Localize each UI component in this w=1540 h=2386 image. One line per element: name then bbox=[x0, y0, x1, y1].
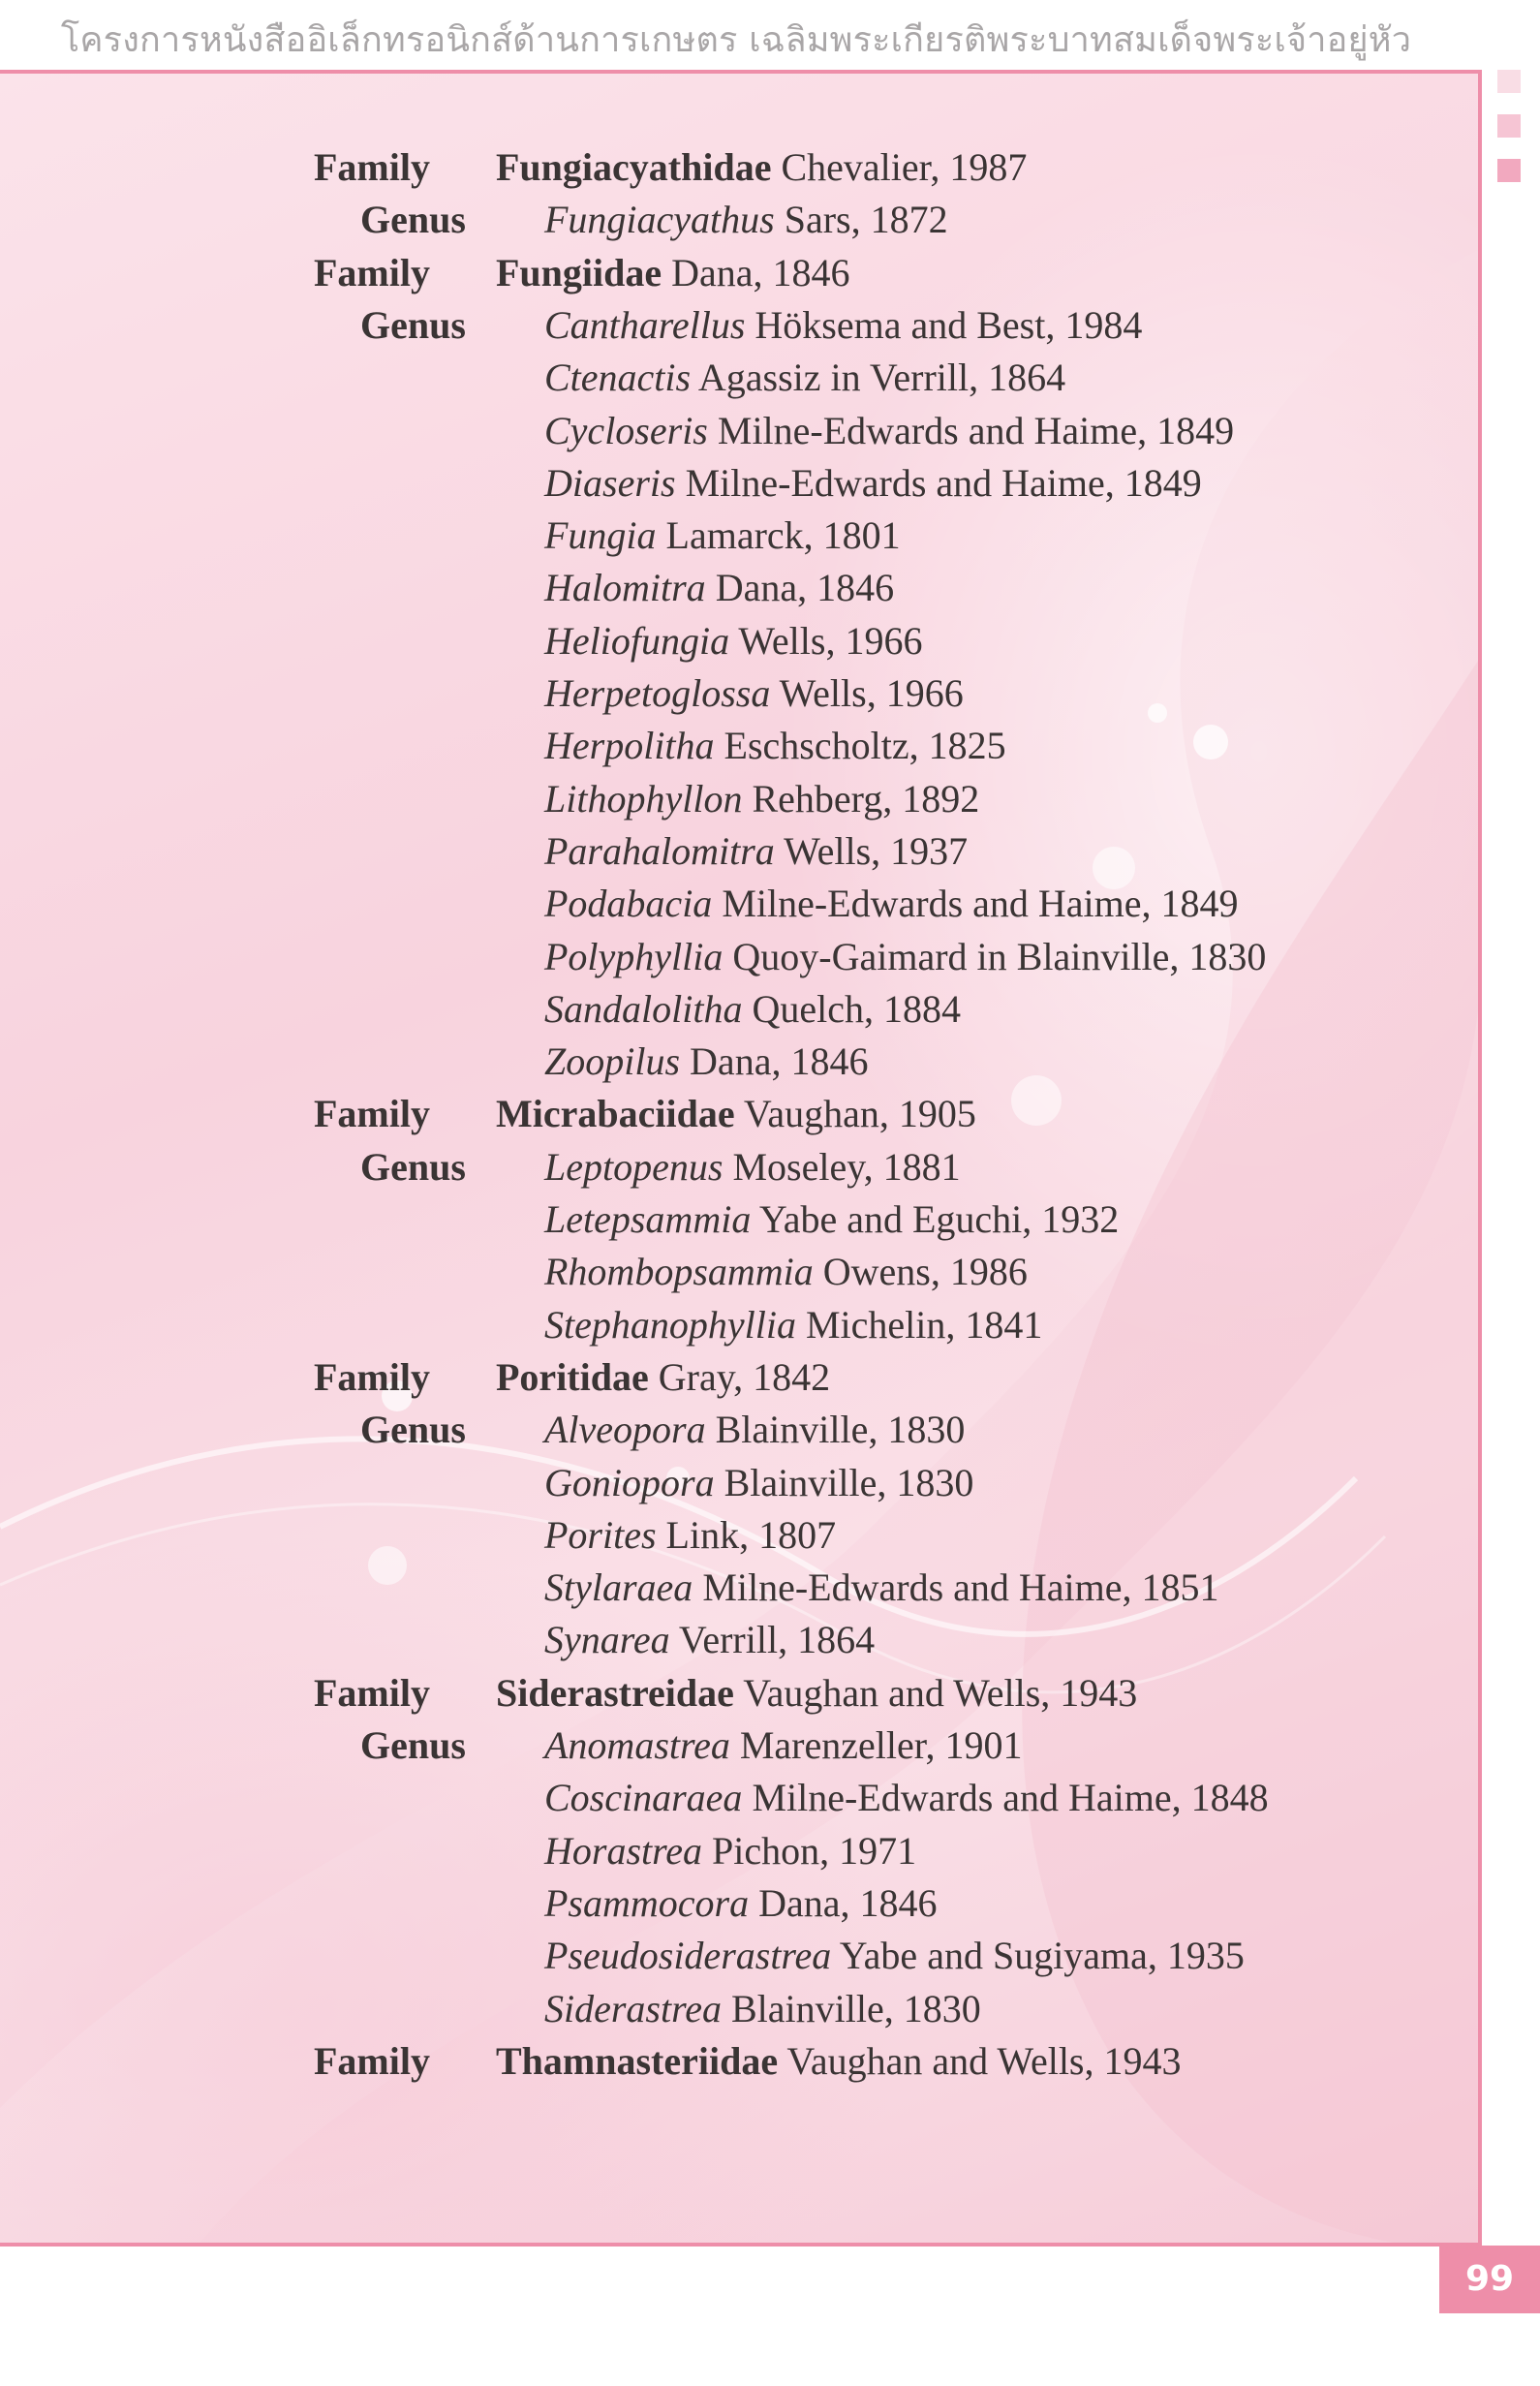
genus-entry bbox=[544, 720, 1006, 772]
genus-name: Diaseris bbox=[544, 460, 676, 505]
family-rank-label: Family bbox=[314, 1670, 430, 1715]
family-entry bbox=[496, 2035, 1182, 2088]
genus-entry bbox=[544, 1562, 1219, 1614]
genus-row bbox=[0, 299, 1453, 352]
genus-entry bbox=[544, 1299, 1042, 1351]
genus-row bbox=[0, 1930, 1453, 1982]
genus-row bbox=[0, 457, 1453, 510]
family-name: Fungiidae bbox=[496, 250, 662, 294]
genus-name: Heliofungia bbox=[544, 618, 730, 663]
genus-entry bbox=[544, 510, 901, 562]
decorative-square-3 bbox=[1497, 159, 1521, 182]
authority-citation: Quoy-Gaimard in Blainville, 1830 bbox=[732, 934, 1267, 978]
authority-citation: Pichon, 1971 bbox=[711, 1828, 917, 1873]
genus-entry bbox=[544, 457, 1202, 510]
genus-row bbox=[0, 352, 1453, 404]
decorative-square-1 bbox=[1497, 70, 1521, 93]
genus-name: Stylaraea bbox=[544, 1565, 693, 1610]
genus-name: Sandalolitha bbox=[544, 986, 743, 1031]
genus-name: Porites bbox=[544, 1512, 657, 1557]
family-rank-label: Family bbox=[314, 250, 430, 294]
family-name: Poritidae bbox=[496, 1354, 649, 1399]
genus-name: Polyphyllia bbox=[544, 934, 724, 978]
page-number: 99 bbox=[1439, 2246, 1540, 2313]
genus-name: Horastrea bbox=[544, 1828, 702, 1873]
genus-entry bbox=[544, 194, 948, 246]
decorative-square-2 bbox=[1497, 114, 1521, 138]
genus-rank-label: Genus bbox=[360, 1144, 466, 1189]
genus-row bbox=[0, 1036, 1453, 1088]
genus-name: Anomastrea bbox=[544, 1723, 730, 1767]
authority-citation: Quelch, 1884 bbox=[752, 986, 961, 1031]
genus-entry bbox=[544, 615, 922, 667]
genus-row bbox=[0, 1193, 1453, 1246]
authority-citation: Wells, 1937 bbox=[784, 828, 969, 873]
family-name: Siderastreidae bbox=[496, 1670, 734, 1715]
genus-row bbox=[0, 720, 1453, 772]
genus-row bbox=[0, 1299, 1453, 1351]
genus-name: Coscinaraea bbox=[544, 1776, 743, 1820]
authority-citation: Verrill, 1864 bbox=[678, 1618, 876, 1662]
genus-entry bbox=[544, 1036, 868, 1088]
genus-row bbox=[0, 1983, 1453, 2035]
genus-row bbox=[0, 773, 1453, 825]
genus-entry bbox=[544, 1772, 1269, 1824]
family-name: Thamnasteriidae bbox=[496, 2038, 779, 2083]
authority-citation: Marenzeller, 1901 bbox=[739, 1723, 1023, 1767]
genus-entry bbox=[544, 1983, 981, 2035]
family-row bbox=[0, 1351, 1453, 1404]
authority-citation: Milne-Edwards and Haime, 1849 bbox=[722, 882, 1239, 926]
genus-entry bbox=[544, 931, 1266, 983]
genus-entry bbox=[544, 1509, 836, 1562]
genus-row bbox=[0, 1246, 1453, 1298]
authority-citation: Vaughan, 1905 bbox=[743, 1092, 976, 1136]
authority-citation: Vaughan and Wells, 1943 bbox=[786, 2038, 1182, 2083]
authority-citation: Link, 1807 bbox=[665, 1512, 837, 1557]
genus-name: Cantharellus bbox=[544, 302, 746, 347]
authority-citation: Milne-Edwards and Haime, 1849 bbox=[685, 460, 1202, 505]
authority-citation: Eschscholtz, 1825 bbox=[724, 724, 1006, 768]
genus-entry bbox=[544, 299, 1142, 352]
genus-rank-label: Genus bbox=[360, 1723, 466, 1767]
authority-citation: Gray, 1842 bbox=[658, 1354, 831, 1399]
running-header: โครงการหนังสืออิเล็กทรอนิกส์ด้านการเกษตร เฉลิมพระเกียรติพระบาทสมเด็จพระเจ้าอยู่หัว bbox=[60, 20, 1412, 60]
genus-entry bbox=[544, 352, 1065, 404]
genus-row bbox=[0, 825, 1453, 878]
authority-citation: Rehberg, 1892 bbox=[752, 776, 980, 821]
genus-row bbox=[0, 1772, 1453, 1824]
authority-citation: Lamarck, 1801 bbox=[665, 513, 901, 558]
authority-citation: Sars, 1872 bbox=[784, 198, 948, 242]
genus-row bbox=[0, 194, 1453, 246]
authority-citation: Owens, 1986 bbox=[822, 1250, 1028, 1294]
authority-citation: Dana, 1846 bbox=[671, 250, 850, 294]
genus-name: Fungia bbox=[544, 513, 657, 558]
genus-entry bbox=[544, 1141, 961, 1193]
family-entry bbox=[496, 141, 1027, 194]
authority-citation: Milne-Edwards and Haime, 1851 bbox=[702, 1565, 1219, 1610]
genus-name: Zoopilus bbox=[544, 1039, 681, 1084]
authority-citation: Wells, 1966 bbox=[779, 671, 964, 715]
genus-name: Halomitra bbox=[544, 566, 706, 610]
genus-row bbox=[0, 667, 1453, 720]
genus-name: Fungiacyathus bbox=[544, 198, 775, 242]
genus-name: Podabacia bbox=[544, 882, 713, 926]
genus-name: Ctenactis bbox=[544, 356, 692, 400]
authority-citation: Moseley, 1881 bbox=[732, 1144, 961, 1189]
genus-row bbox=[0, 510, 1453, 562]
authority-citation: Milne-Edwards and Haime, 1849 bbox=[717, 408, 1235, 452]
genus-name: Cycloseris bbox=[544, 408, 708, 452]
genus-name: Synarea bbox=[544, 1618, 670, 1662]
genus-row bbox=[0, 1614, 1453, 1666]
genus-name: Herpolitha bbox=[544, 724, 715, 768]
genus-row bbox=[0, 1825, 1453, 1877]
family-entry bbox=[496, 1088, 976, 1140]
genus-name: Goniopora bbox=[544, 1460, 715, 1504]
genus-entry bbox=[544, 1825, 916, 1877]
genus-row bbox=[0, 1509, 1453, 1562]
genus-entry bbox=[544, 1404, 965, 1456]
family-name: Fungiacyathidae bbox=[496, 145, 772, 189]
genus-entry bbox=[544, 1614, 875, 1666]
authority-citation: Höksema and Best, 1984 bbox=[755, 302, 1143, 347]
genus-row bbox=[0, 983, 1453, 1036]
genus-name: Pseudosiderastrea bbox=[544, 1934, 832, 1978]
family-entry bbox=[496, 1351, 830, 1404]
authority-citation: Dana, 1846 bbox=[758, 1880, 938, 1925]
family-row bbox=[0, 141, 1453, 194]
genus-name: Parahalomitra bbox=[544, 828, 775, 873]
family-rank-label: Family bbox=[314, 145, 430, 189]
authority-citation: Michelin, 1841 bbox=[805, 1302, 1043, 1347]
genus-entry bbox=[544, 562, 894, 614]
genus-entry bbox=[544, 1930, 1245, 1982]
genus-entry bbox=[544, 1877, 938, 1930]
genus-row bbox=[0, 1141, 1453, 1193]
family-row bbox=[0, 1667, 1453, 1720]
genus-rank-label: Genus bbox=[360, 1408, 466, 1452]
authority-citation: Yabe and Eguchi, 1932 bbox=[758, 1197, 1120, 1241]
genus-entry bbox=[544, 1246, 1028, 1298]
taxonomy-list bbox=[0, 74, 1453, 2247]
family-rank-label: Family bbox=[314, 1092, 430, 1136]
family-rank-label: Family bbox=[314, 1354, 430, 1399]
genus-row bbox=[0, 1720, 1453, 1772]
family-name: Micrabaciidae bbox=[496, 1092, 735, 1136]
family-rank-label: Family bbox=[314, 2038, 430, 2083]
family-entry bbox=[496, 1667, 1137, 1720]
authority-citation: Yabe and Sugiyama, 1935 bbox=[839, 1934, 1245, 1978]
authority-citation: Blainville, 1830 bbox=[724, 1460, 974, 1504]
family-row bbox=[0, 2035, 1453, 2088]
authority-citation: Agassiz in Verrill, 1864 bbox=[697, 356, 1066, 400]
genus-name: Psammocora bbox=[544, 1880, 750, 1925]
authority-citation: Blainville, 1830 bbox=[715, 1408, 966, 1452]
family-row bbox=[0, 1088, 1453, 1140]
authority-citation: Milne-Edwards and Haime, 1848 bbox=[752, 1776, 1269, 1820]
genus-name: Alveopora bbox=[544, 1408, 706, 1452]
genus-name: Herpetoglossa bbox=[544, 671, 771, 715]
genus-name: Siderastrea bbox=[544, 1986, 722, 2030]
genus-name: Letepsammia bbox=[544, 1197, 752, 1241]
genus-row bbox=[0, 878, 1453, 930]
genus-entry bbox=[544, 1457, 973, 1509]
genus-entry bbox=[544, 405, 1234, 457]
genus-row bbox=[0, 1404, 1453, 1456]
genus-name: Rhombopsammia bbox=[544, 1250, 814, 1294]
genus-rank-label: Genus bbox=[360, 302, 466, 347]
authority-citation: Dana, 1846 bbox=[690, 1039, 869, 1084]
genus-name: Stephanophyllia bbox=[544, 1302, 796, 1347]
content-panel bbox=[0, 70, 1482, 2247]
genus-rank-label: Genus bbox=[360, 198, 466, 242]
authority-citation: Dana, 1846 bbox=[715, 566, 895, 610]
authority-citation: Vaughan and Wells, 1943 bbox=[743, 1670, 1138, 1715]
genus-row bbox=[0, 562, 1453, 614]
genus-row bbox=[0, 1562, 1453, 1614]
genus-entry bbox=[544, 878, 1239, 930]
genus-entry bbox=[544, 1720, 1022, 1772]
genus-entry bbox=[544, 825, 968, 878]
genus-row bbox=[0, 1457, 1453, 1509]
genus-name: Leptopenus bbox=[544, 1144, 724, 1189]
genus-row bbox=[0, 1877, 1453, 1930]
genus-entry bbox=[544, 1193, 1119, 1246]
genus-entry bbox=[544, 773, 979, 825]
authority-citation: Wells, 1966 bbox=[738, 618, 923, 663]
genus-row bbox=[0, 615, 1453, 667]
genus-row bbox=[0, 931, 1453, 983]
family-entry bbox=[496, 247, 850, 299]
authority-citation: Chevalier, 1987 bbox=[781, 145, 1028, 189]
genus-entry bbox=[544, 667, 964, 720]
genus-entry bbox=[544, 983, 961, 1036]
genus-name: Lithophyllon bbox=[544, 776, 743, 821]
genus-row bbox=[0, 405, 1453, 457]
authority-citation: Blainville, 1830 bbox=[730, 1986, 981, 2030]
family-row bbox=[0, 247, 1453, 299]
